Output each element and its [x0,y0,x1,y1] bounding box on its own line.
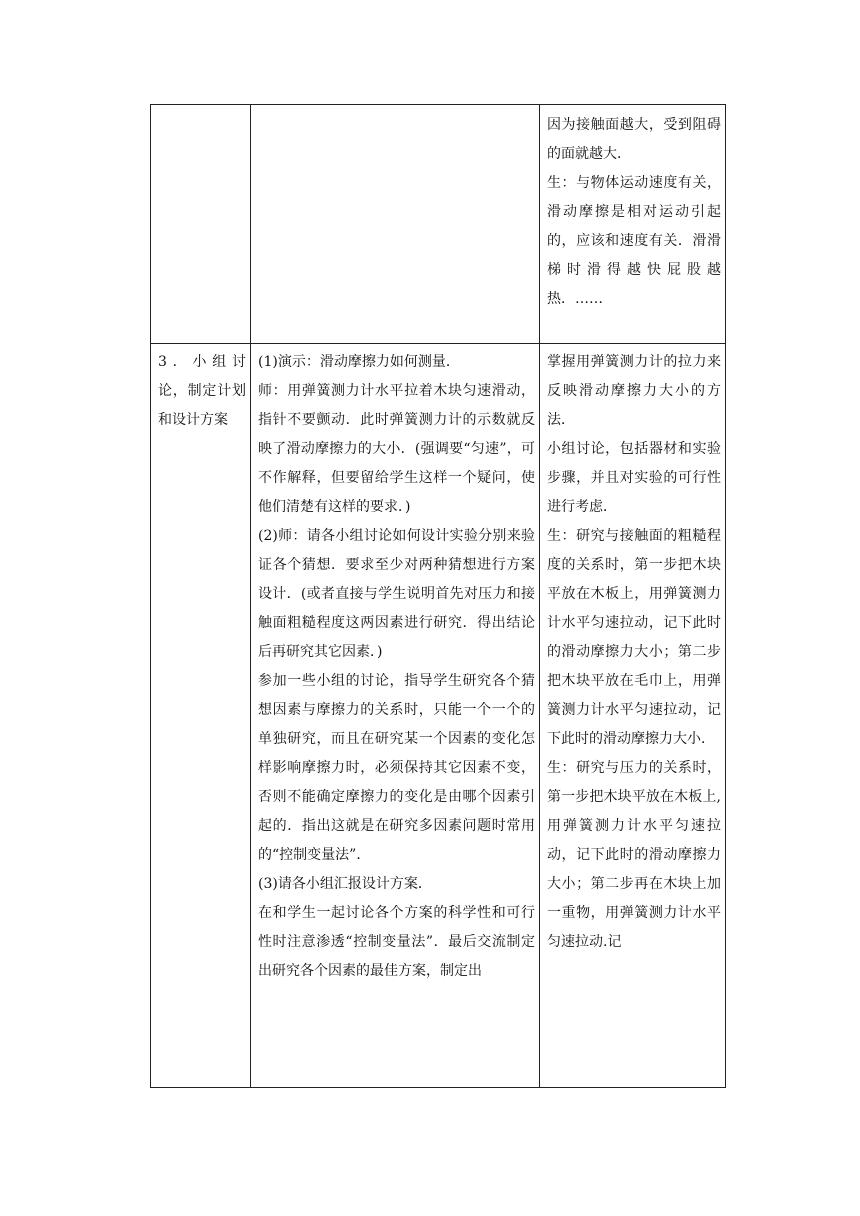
paragraph: (1)演示：滑动摩擦力如何测量． [258,354,460,370]
paragraph: 在和学生一起讨论各个方案的科学性和可行性时注意渗透“控制变量法”．最后交流制定出研究各个因素的最佳方案，制定出 [258,905,535,979]
paragraph: 师：用弹簧测力计水平拉着木块匀速滑动，指针不要颤动．此时弹簧测力计的示数就反映了滑动摩擦力的大小．(强调要“匀速”，可不作解释，但要留给学生这样一个疑问，使他们清楚有这样的要求．) [258,383,535,515]
table-row [151,344,726,1088]
paragraph: 参加一些小组的讨论，指导学生研究各个猜想因素与摩擦力的关系时，只能一个一个的单独研究，而且在研究某一个因素的变化怎样影响摩擦力时，必须保持其它因素不变，否则不能确定摩擦力的变化是由哪个因素引起的．指出这就是在研究多因素问题时常用的“控制变量法”． [258,673,535,863]
paragraph: 掌握用弹簧测力计的拉力来反映滑动摩擦力大小的方法． [547,354,721,428]
paragraph: 小组讨论，包括器材和实验步骤，并且对实验的可行性进行考虑． [547,441,721,515]
stage-title: 3．小组讨论，制定计划和设计方案 [158,354,246,428]
paragraph: 因为接触面越大，受到阻碍的面就越大． [547,117,721,162]
stage-cell [151,105,251,344]
student-activity-cell [540,344,726,1088]
teacher-activity-cell [251,344,540,1088]
paragraph: 生：研究与接触面的粗糙程度的关系时，第一步把木块平放在木板上，用弹簧测力计水平匀速拉动，记下此时的滑动摩擦力大小；第二步把木块平放在毛巾上，用弹簧测力计水平匀速拉动，记下此时的滑动摩擦力大小． [547,528,721,747]
stage-cell [151,344,251,1088]
paragraph: 生：与物体运动速度有关，滑动摩擦是相对运动引起的，应该和速度有关．滑滑梯时滑得越快屁股越热．…… [547,175,721,307]
paragraph: (2)师：请各小组讨论如何设计实验分别来验证各个猜想．要求至少对两种猜想进行方案设计．(或者直接与学生说明首先对压力和接触面粗糙程度这两因素进行研究．得出结论后再研究其它因素．) [258,528,535,660]
student-activity-cell [540,105,726,344]
table-row [151,105,726,344]
lesson-plan-table [150,104,726,1088]
paragraph: (3)请各小组汇报设计方案． [258,876,432,892]
paragraph: 生：研究与压力的关系时，第一步把木块平放在木板上,用弹簧测力计水平匀速拉动，记下此时的滑动摩擦力大小；第二步再在木块上加一重物，用弹簧测力计水平匀速拉动.记 [547,760,721,950]
teacher-activity-cell [251,105,540,344]
